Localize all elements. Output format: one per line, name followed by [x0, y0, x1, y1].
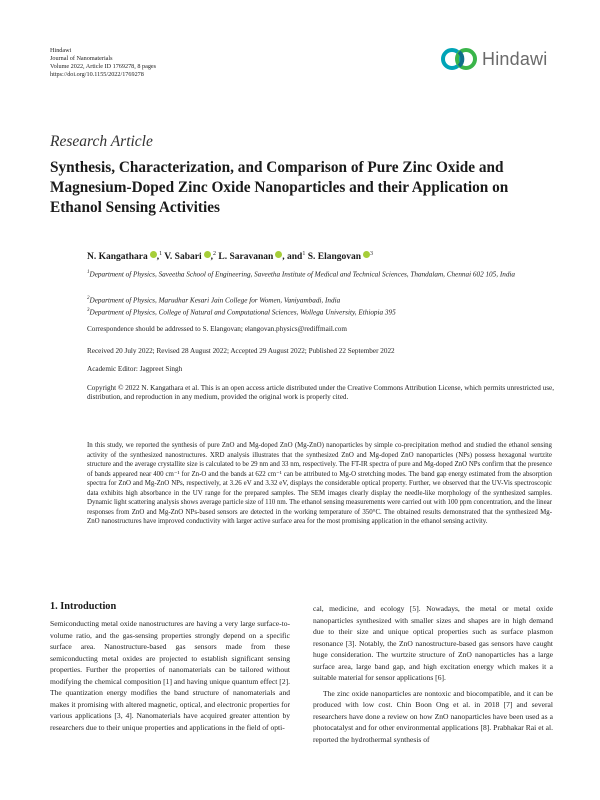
body-paragraph: The zinc oxide nanoparticles are nontoxic and biocompatible, and it can be produced with low cost. Chin Boon Ong et al. in 2018 [7] and several researchers have done a review on how ZnO nanoparticles have been used as a photocatalyst and for other environmental applications [8]. Prabhakar Rai et al. reported the hydrothermal synthesis of	[313, 688, 553, 744]
author-separator: ,	[210, 252, 213, 263]
affiliation-text: Department of Physics, College of Natural and Computational Sciences, Wollega University, Ethiopia 395	[89, 308, 396, 317]
orcid-icon[interactable]	[204, 251, 211, 258]
author-affil-number: 3	[370, 251, 374, 257]
author-affil-number: 2	[212, 251, 216, 257]
author-name[interactable]: V. Sabari	[164, 252, 202, 263]
author-affil-number: 1	[302, 251, 306, 257]
author-affil-number: 1	[159, 251, 163, 257]
publication-dates: Received 20 July 2022; Revised 28 August 2022; Accepted 29 August 2022; Published 22 September 2022	[87, 347, 395, 355]
academic-editor: Academic Editor: Jagpreet Singh	[87, 365, 183, 373]
hindawi-logo[interactable]	[440, 45, 547, 73]
volume-line: Volume 2022, Article ID 1769278, 8 pages	[50, 63, 157, 70]
journal-info	[50, 47, 156, 79]
affiliation	[87, 268, 557, 279]
correspondence: Correspondence should be addressed to S. Elangovan; elangovan.physics@rediffmail.com	[87, 325, 347, 333]
journal-name: Journal of Nanomaterials	[50, 55, 113, 62]
author-name[interactable]: S. Elangovan	[307, 252, 362, 263]
body-column-right	[313, 603, 553, 745]
orcid-icon[interactable]	[363, 251, 370, 258]
affiliation-number: 3	[87, 308, 90, 313]
author-name[interactable]: L. Saravanan	[218, 252, 274, 263]
affiliation-text: Department of Physics, Saveetha School of Engineering, Saveetha Institute of Medical and Technical Sciences, Thandalam, Chennai 602 105, India	[89, 270, 516, 279]
article-title: Synthesis, Characterization, and Comparison of Pure Zinc Oxide and Magnesium-Doped Zinc Oxide Nanoparticles and their Application on Ethanol Sensing Activities	[50, 159, 509, 216]
affiliation	[87, 294, 557, 305]
orcid-icon[interactable]	[150, 251, 157, 258]
author-list	[87, 251, 373, 262]
doi-link[interactable]: https://doi.org/10.1155/2022/1769278	[50, 71, 144, 78]
affiliation-text: Department of Physics, Marudhar Kesari Jain College for Women, Vaniyambadi, India	[89, 296, 341, 305]
affiliation-number: 2	[87, 296, 90, 301]
abstract: In this study, we reported the synthesis of pure ZnO and Mg-doped ZnO (Mg-ZnO) nanoparticles by simple co-precipitation method and studied the ethanol sensing activity of the synthesized nanostructures. XRD analysis illustrates that the synthesized ZnO and Mg-doped ZnO nanoparticles (NPs) possess hexagonal wurtzite structure and the average crystallite size is calculated to be 29 nm and 33 nm, respectively. The FT-IR spectra of pure and Mg-doped ZnO NPs confirm that the presence of bands appeared near 400 cm⁻¹ for Zn-O and the bands at 622 cm⁻¹ can be attributed to Mg-O stretching modes. The band gap energy estimated from the absorption spectra for ZnO and Mg-ZnO NPs, respectively, at 3.26 eV and 3.32 eV, displays the considerable optical property. Further, we observed that the UV-Vis spectroscopic data exhibits high absorbance in the UV range for the prepared samples. The SEM images clearly display the needle-like morphology of the synthesized samples. Dynamic light scattering analysis shows average particle size of 110 nm. The ethanol sensing measurements were carried out with 100 ppm concentration, and the linear responses from ZnO and Mg-ZnO NPs-based sensors are detected in the working temperature of 350°C. The obtained results demonstrated that the synthesized Mg-ZnO nanostructures have improved conductivity with larger active surface area for the most promising application in the ethanol sensing activity.	[87, 442, 552, 526]
article-type: Research Article	[50, 133, 153, 150]
author-separator: , and	[282, 252, 303, 263]
affiliation-number: 1	[87, 270, 90, 275]
body-paragraph: Semiconducting metal oxide nanostructures are having a very large surface-to-volume ratio, and the gas-sensing properties strongly depend on a specific surface area. Nanostructure-based gas sensors made from these semiconducting metal oxides are projected to establish significant sensing properties. Further the properties of nanomaterials can be tailored without modifying the chemical composition [1] and having unique quantum effect [2]. The quantization energy modifies the band structure of nanomaterials and makes it promising with altered magnetic, optical, and electronic properties for various applications [3, 4]. Nanomaterials have acquired greater attention by researchers due to their unique properties and applications in the field of opti-	[50, 619, 290, 732]
logo-text: Hindawi	[482, 48, 548, 69]
body-column-left	[50, 618, 290, 733]
author-name[interactable]: N. Kangathara	[87, 252, 148, 263]
affiliation	[87, 306, 557, 317]
hindawi-logo-icon	[440, 45, 478, 73]
author-separator: ,	[156, 252, 160, 263]
body-paragraph: cal, medicine, and ecology [5]. Nowadays, the metal or metal oxide nanoparticles synthesized with smaller sizes and shapes are in high demand due to their size and unique optical properties such as surface plasmon resonance [3]. Notably, the ZnO nanostructure-based gas sensors have caught huge consideration. The wurtzite structure of ZnO nanoparticles has a large surface area, large band gap, and high excitation energy which makes it a suitable material for sensor applications [6].	[313, 604, 553, 682]
section-heading: 1. Introduction	[50, 601, 117, 612]
copyright-notice: Copyright © 2022 N. Kangathara et al. This is an open access article distributed under the Creative Commons Attribution License, which permits unrestricted use, distribution, and reproduction in any medium, provided the original work is properly cited.	[87, 384, 555, 401]
publisher-name: Hindawi	[50, 47, 72, 54]
